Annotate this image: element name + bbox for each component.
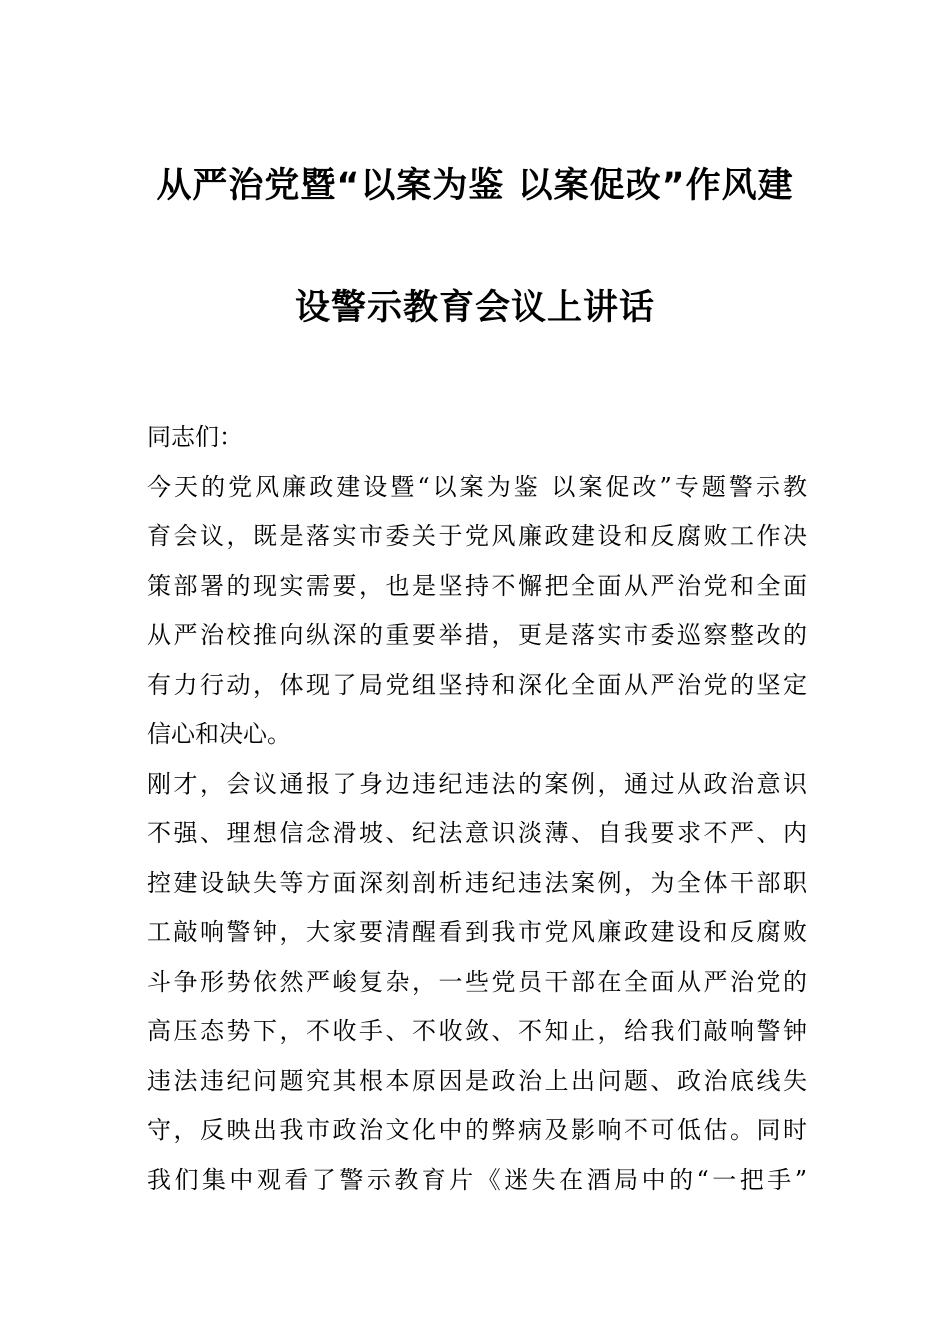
paragraph-line: 我们集中观看了警示教育片《迷失在酒局中的“一把手” — [147, 1165, 807, 1194]
paragraph-line: 工敲响警钟，大家要清醒看到我市党风廉政建设和反腐败 — [147, 918, 807, 946]
paragraph-line: 控建设缺失等方面深刻剖析违纪违法案例，为全体干部职 — [147, 868, 807, 897]
paragraph-line: 刚才，会议通报了身边违纪违法的案例，通过从政治意识 — [147, 769, 807, 798]
paragraph-line: 违法违纪问题究其根本原因是政治上出问题、政治底线失 — [147, 1066, 807, 1095]
paragraph-line: 不强、理想信念滑坡、纪法意识淡薄、自我要求不严、内 — [147, 819, 807, 847]
paragraph-line: 育会议，既是落实市委关于党风廉政建设和反腐败工作决 — [147, 522, 807, 550]
paragraph-line: 今天的党风廉政建设暨“以案为鉴 以案促改”专题警示教 — [147, 472, 807, 501]
paragraph-line: 守，反映出我市政治文化中的弊病及影响不可低估。同时 — [147, 1116, 807, 1144]
paragraph-line: 有力行动，体现了局党组坚持和深化全面从严治党的坚定 — [147, 670, 807, 699]
document-body — [147, 413, 807, 1205]
salutation: 同志们： — [147, 423, 243, 451]
paragraph-line: 策部署的现实需要，也是坚持不懈把全面从严治党和全面 — [147, 571, 807, 600]
paragraph-2 — [147, 760, 807, 1206]
paragraph-line: 斗争形势依然严峻复杂，一些党员干部在全面从严治党的 — [147, 967, 807, 996]
document-title-line-1: 从严治党暨“以案为鉴 以案促改”作风建 — [156, 166, 794, 206]
paragraph-1 — [147, 463, 807, 760]
paragraph-line: 从严治校推向纵深的重要举措，更是落实市委巡察整改的 — [147, 621, 807, 649]
document-title-line-2: 设警示教育会议上讲话 — [294, 288, 655, 328]
paragraph-line: 信心和决心。 — [147, 720, 291, 748]
paragraph-line: 高压态势下，不收手、不收敛、不知止，给我们敲响警钟 — [147, 1017, 807, 1045]
